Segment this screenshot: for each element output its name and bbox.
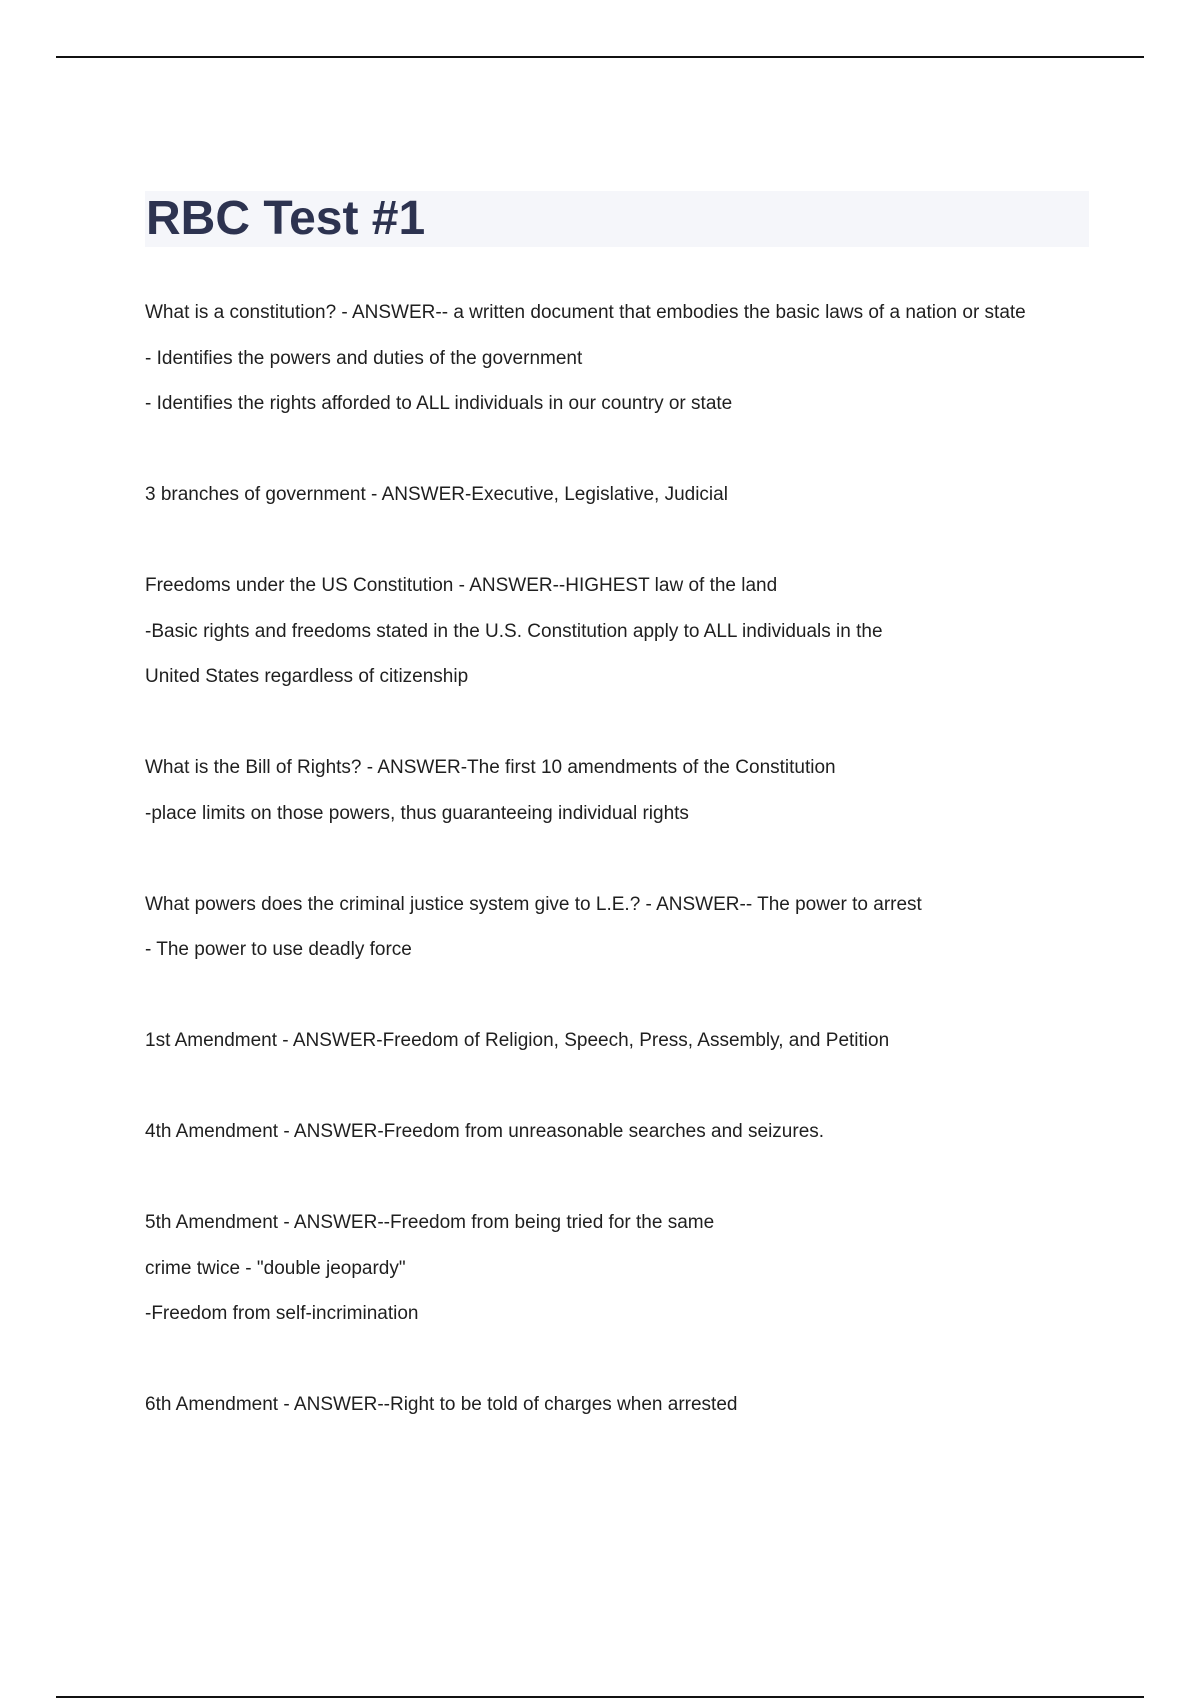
qa-line: What powers does the criminal justice system give to L.E.? - ANSWER-- The power to arrest — [145, 893, 922, 915]
qa-line: - Identifies the powers and duties of the government — [145, 347, 583, 369]
qa-entry-5th-amendment — [145, 1200, 1105, 1337]
entry-spacer — [145, 1155, 1105, 1201]
qa-line: United States regardless of citizenship — [145, 666, 469, 687]
qa-entry-branches — [145, 472, 1105, 518]
qa-line: -place limits on those powers, thus guaranteeing individual rights — [145, 802, 689, 824]
qa-line: What is the Bill of Rights? - ANSWER-The first 10 amendments of the Constitution — [145, 757, 836, 778]
qa-entry-6th-amendment — [145, 1382, 1105, 1428]
entry-spacer — [145, 973, 1105, 1019]
entry-spacer — [145, 427, 1105, 473]
qa-line: Freedoms under the US Constitution - ANSWER--HIGHEST law of the land — [145, 575, 778, 596]
entry-spacer — [145, 1337, 1105, 1383]
qa-entry-bill-of-rights — [145, 745, 1105, 836]
bottom-divider — [56, 1696, 1144, 1698]
qa-entry-4th-amendment — [145, 1109, 1105, 1155]
qa-entry-constitution — [145, 290, 1105, 427]
qa-line: - The power to use deadly force — [145, 939, 412, 960]
qa-line: 5th Amendment - ANSWER--Freedom from being tried for the same — [145, 1212, 715, 1233]
qa-entry-freedoms — [145, 563, 1105, 700]
entry-spacer — [145, 700, 1105, 746]
qa-line: 3 branches of government - ANSWER-Executive, Legislative, Judicial — [145, 484, 728, 505]
qa-line: 4th Amendment - ANSWER-Freedom from unreasonable searches and seizures. — [145, 1121, 825, 1142]
top-divider — [56, 56, 1144, 58]
qa-line: 1st Amendment - ANSWER-Freedom of Religion, Speech, Press, Assembly, and Petition — [145, 1030, 890, 1051]
page-title: RBC Test #1 — [146, 192, 426, 245]
qa-line: -Basic rights and freedoms stated in the U.S. Constitution apply to ALL individuals in the — [145, 620, 883, 642]
qa-entry-le-powers — [145, 882, 1105, 973]
entry-spacer — [145, 836, 1105, 882]
qa-list — [145, 290, 1105, 1428]
qa-line: What is a constitution? - ANSWER-- a written document that embodies the basic laws of a nation or state — [145, 302, 1026, 323]
qa-line: crime twice - "double jeopardy" — [145, 1257, 406, 1279]
qa-line: 6th Amendment - ANSWER--Right to be told of charges when arrested — [145, 1394, 738, 1415]
qa-line: -Freedom from self-incrimination — [145, 1303, 419, 1324]
qa-line: - Identifies the rights afforded to ALL individuals in our country or state — [145, 393, 733, 414]
entry-spacer — [145, 518, 1105, 564]
entry-spacer — [145, 1064, 1105, 1110]
qa-entry-1st-amendment — [145, 1018, 1105, 1064]
